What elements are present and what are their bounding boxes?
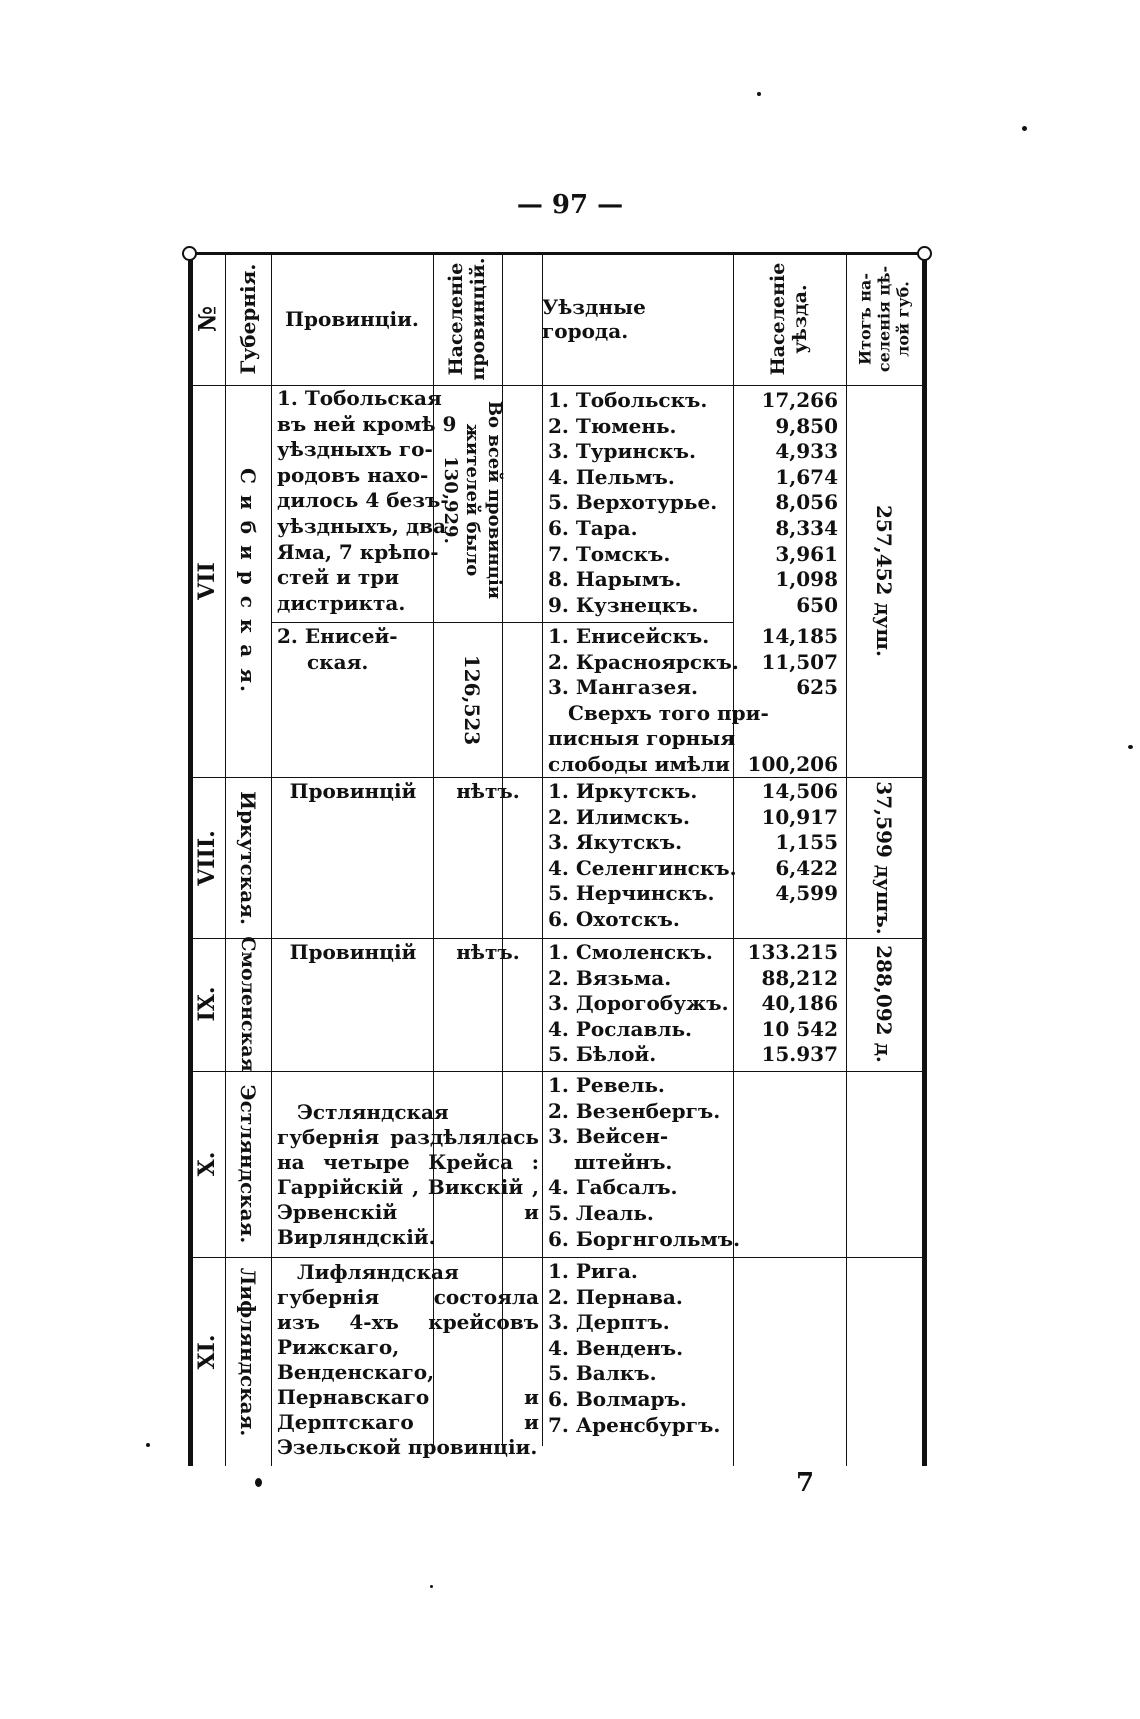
- gubernia-name: Смоленская: [237, 936, 259, 1072]
- col-divider: [846, 252, 847, 1466]
- gubernia-description: Эстляндская губернія раздѣлялась на четыре Крейса : Гаррійскій , Викскій , Эрвенскій и Вирляндскій.: [277, 1100, 539, 1249]
- table-right-border: [922, 252, 927, 1466]
- province-description: 2. Енисей- ская.: [277, 624, 398, 674]
- section-divider: [188, 1071, 926, 1072]
- province-description: 1. Тобольская въ ней кромѣ 9 уѣздныхъ го- родовъ нахо- дилось 4 безъ- уѣздныхъ, два Яма, 7 крѣпо- стей и три дистрикта.: [277, 386, 457, 615]
- gubernia-name: Эстляндская.: [236, 1084, 260, 1244]
- header-number: №: [192, 305, 222, 333]
- col-divider: [542, 252, 543, 1446]
- signature-mark: 7: [796, 1468, 815, 1498]
- col-divider: [225, 252, 226, 1466]
- speck: [1022, 126, 1027, 131]
- section-numeral: XI.: [194, 1334, 220, 1370]
- gubernia-total: 257,452 душ.: [872, 504, 896, 658]
- gubernia-total: 37,599 душъ.: [872, 781, 896, 935]
- header-district-towns: Уѣздные города.: [542, 294, 646, 343]
- speck: [255, 1478, 262, 1487]
- district-towns-list: 1. Рига. 2. Пернава. 3. Дерптъ. 4. Венденъ. 5. Валкъ. 6. Волмаръ. 7. Аренсбургъ.: [548, 1259, 721, 1437]
- district-population-list: 14,185 11,507 625 100,206: [747, 624, 838, 776]
- gubernia-name: С и б и р с к а я.: [236, 468, 260, 694]
- table-left-border: [188, 252, 193, 1466]
- province-divider: [271, 622, 733, 623]
- page-number: — 97 —: [516, 190, 624, 220]
- header-total: Итогъ на- селенія цѣ- лой губ.: [855, 265, 913, 373]
- corner-ornament: [182, 246, 197, 261]
- section-numeral: IX.: [194, 986, 220, 1022]
- district-population-list: 14,506 10,917 1,155 6,422 4,599: [761, 779, 838, 906]
- province-note: Провинцій: [289, 940, 417, 964]
- section-divider: [188, 938, 926, 939]
- section-numeral: X.: [194, 1151, 220, 1177]
- col-divider: [271, 252, 272, 1466]
- district-towns-list: 1. Смоленскъ. 2. Вязьма. 3. Дорогобужъ. 4. Рославль. 5. Бѣлой.: [548, 940, 729, 1067]
- header-gubernia: Губернія.: [236, 263, 260, 375]
- section-numeral: VIII.: [194, 830, 220, 886]
- province-population: 126,523: [460, 654, 484, 746]
- gubernia-name: Иркутская.: [236, 791, 260, 925]
- section-divider: [188, 1257, 926, 1258]
- province-population-note: нѣтъ.: [456, 940, 520, 964]
- population-table: [188, 252, 926, 1466]
- district-population-list: 17,266 9,850 4,933 1,674 8,056 8,334 3,961 1,098 650: [761, 388, 838, 617]
- district-population-list: 133.215 88,212 40,186 10 542 15.937: [747, 940, 838, 1067]
- header-provinces: Провинціи.: [285, 306, 419, 331]
- gubernia-description: Лифляндская губернія состояла изъ 4-хъ крейсовъ Рижскаго, Венденскаго, Пернавскаго и Дерптскаго и Эзельской провинціи.: [277, 1260, 539, 1459]
- district-towns-list: 1. Енисейскъ. 2. Красноярскъ. 3. Мангазея. Сверхъ того при- писныя горныя слободы имѣли: [548, 624, 769, 776]
- district-towns-list: 1. Иркутскъ. 2. Илимскъ. 3. Якутскъ. 4. Селенгинскъ. 5. Нерчинскъ. 6. Охотскъ.: [548, 779, 737, 931]
- province-population: Во всей провинціи жителей было 130,929.: [440, 400, 505, 600]
- speck: [146, 1443, 150, 1447]
- gubernia-name: Лифляндская.: [236, 1267, 260, 1437]
- speck: [1128, 745, 1133, 749]
- section-numeral: VII: [194, 562, 220, 600]
- district-towns-list: 1. Тобольскъ. 2. Тюмень. 3. Туринскъ. 4. Пельмъ. 5. Верхотурье. 6. Тара. 7. Томскъ. 8. Нарымъ. 9. Кузнецкъ.: [548, 388, 718, 617]
- speck: [757, 92, 761, 96]
- province-population-note: нѣтъ.: [456, 779, 520, 803]
- header-province-population: Населеніе провинцій.: [445, 257, 489, 381]
- gubernia-total: 288,092 д.: [872, 945, 896, 1063]
- speck: [430, 1585, 433, 1588]
- header-district-population: Населеніе уѣзда.: [767, 262, 811, 376]
- district-towns-list: 1. Ревель. 2. Везенбергъ. 3. Вейсен- штейнъ. 4. Габсалъ. 5. Леаль. 6. Боргнгольмъ.: [548, 1073, 741, 1251]
- corner-ornament: [917, 246, 932, 261]
- province-note: Провинцій: [289, 779, 417, 803]
